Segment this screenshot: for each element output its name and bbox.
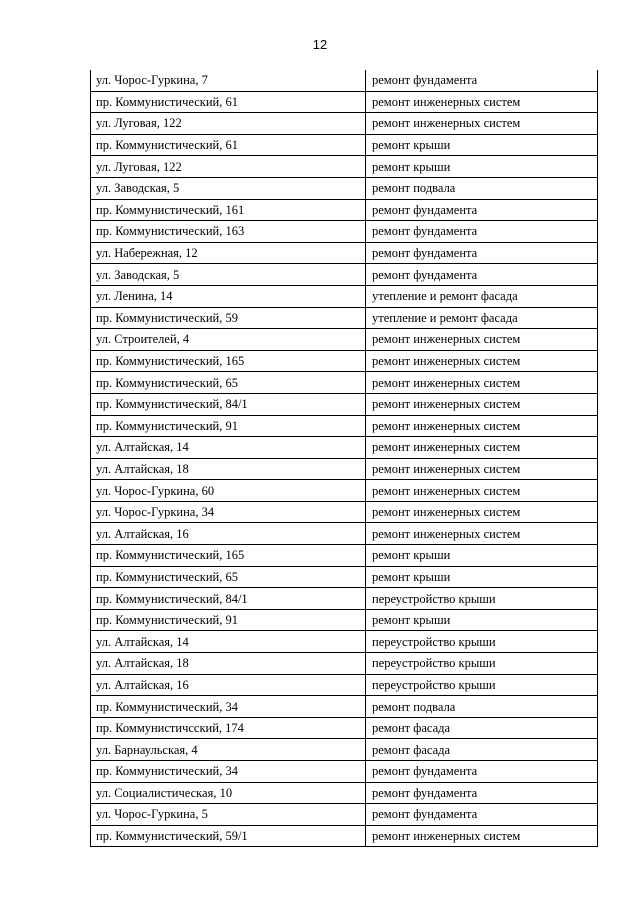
table-row bbox=[91, 113, 598, 135]
address-cell: пр. Коммунистический, 34 bbox=[91, 761, 366, 783]
work-type-cell: ремонт фасада bbox=[366, 717, 598, 739]
work-type-cell: ремонт инженерных систем bbox=[366, 329, 598, 351]
address-cell: ул. Чорос-Гуркина, 34 bbox=[91, 501, 366, 523]
address-cell: ул. Ленина, 14 bbox=[91, 285, 366, 307]
work-type-cell: ремонт фундамента bbox=[366, 242, 598, 264]
table-row bbox=[91, 264, 598, 286]
table-row bbox=[91, 199, 598, 221]
table-row bbox=[91, 177, 598, 199]
table-row bbox=[91, 221, 598, 243]
work-type-cell: ремонт фундамента bbox=[366, 264, 598, 286]
work-type-cell: ремонт крыши bbox=[366, 156, 598, 178]
table-row bbox=[91, 156, 598, 178]
work-type-cell: ремонт крыши bbox=[366, 134, 598, 156]
address-cell: ул. Алтайская, 14 bbox=[91, 631, 366, 653]
work-type-cell: ремонт инженерных систем bbox=[366, 480, 598, 502]
table-row bbox=[91, 696, 598, 718]
address-cell: ул. Барнаульская, 4 bbox=[91, 739, 366, 761]
address-cell: ул. Заводская, 5 bbox=[91, 264, 366, 286]
table-row bbox=[91, 372, 598, 394]
work-type-cell: ремонт фундамента bbox=[366, 221, 598, 243]
table-row bbox=[91, 91, 598, 113]
address-cell: пр. Коммунистический, 59/1 bbox=[91, 825, 366, 847]
address-cell: пр. Коммунистический, 84/1 bbox=[91, 588, 366, 610]
table-row bbox=[91, 523, 598, 545]
table-row bbox=[91, 70, 598, 91]
work-type-cell: переустройство крыши bbox=[366, 674, 598, 696]
address-cell: ул. Заводская, 5 bbox=[91, 177, 366, 199]
table-row bbox=[91, 717, 598, 739]
table-row bbox=[91, 480, 598, 502]
address-cell: пр. Коммунистический, 61 bbox=[91, 91, 366, 113]
work-type-cell: утепление и ремонт фасада bbox=[366, 307, 598, 329]
table-row bbox=[91, 804, 598, 826]
work-type-cell: ремонт инженерных систем bbox=[366, 372, 598, 394]
address-cell: ул. Алтайская, 14 bbox=[91, 437, 366, 459]
work-type-cell: ремонт инженерных систем bbox=[366, 91, 598, 113]
table-row bbox=[91, 761, 598, 783]
work-type-cell: ремонт инженерных систем bbox=[366, 825, 598, 847]
table-row bbox=[91, 134, 598, 156]
address-cell: ул. Луговая, 122 bbox=[91, 156, 366, 178]
work-type-cell: переустройство крыши bbox=[366, 653, 598, 675]
work-type-cell: ремонт крыши bbox=[366, 545, 598, 567]
table-row bbox=[91, 588, 598, 610]
work-type-cell: ремонт инженерных систем bbox=[366, 113, 598, 135]
work-type-cell: ремонт инженерных систем bbox=[366, 523, 598, 545]
work-type-cell: утепление и ремонт фасада bbox=[366, 285, 598, 307]
address-cell: пр. Коммунистический, 65 bbox=[91, 372, 366, 394]
address-cell: ул. Чорос-Гуркина, 7 bbox=[91, 70, 366, 91]
table-row bbox=[91, 739, 598, 761]
address-cell: ул. Алтайская, 18 bbox=[91, 458, 366, 480]
table-row bbox=[91, 631, 598, 653]
work-type-cell: ремонт инженерных систем bbox=[366, 415, 598, 437]
work-type-cell: ремонт фундамента bbox=[366, 782, 598, 804]
table-row bbox=[91, 437, 598, 459]
work-type-cell: ремонт инженерных систем bbox=[366, 437, 598, 459]
table-row bbox=[91, 825, 598, 847]
address-work-table bbox=[90, 70, 598, 847]
table-row bbox=[91, 458, 598, 480]
work-type-cell: ремонт инженерных систем bbox=[366, 393, 598, 415]
table-row bbox=[91, 782, 598, 804]
table-body bbox=[91, 70, 598, 847]
work-type-cell: ремонт инженерных систем bbox=[366, 350, 598, 372]
table-row bbox=[91, 350, 598, 372]
work-type-cell: ремонт фундамента bbox=[366, 761, 598, 783]
work-type-cell: ремонт инженерных систем bbox=[366, 458, 598, 480]
address-cell: пр. Коммунистический, 59 bbox=[91, 307, 366, 329]
address-cell: ул. Набережная, 12 bbox=[91, 242, 366, 264]
table-row bbox=[91, 329, 598, 351]
table-row bbox=[91, 415, 598, 437]
work-type-cell: ремонт фасада bbox=[366, 739, 598, 761]
page-number: 12 bbox=[312, 37, 328, 52]
address-cell: пр. Коммунистический, 65 bbox=[91, 566, 366, 588]
table-row bbox=[91, 609, 598, 631]
work-type-cell: переустройство крыши bbox=[366, 631, 598, 653]
work-type-cell: ремонт инженерных систем bbox=[366, 501, 598, 523]
address-cell: пр. Коммунистический, 161 bbox=[91, 199, 366, 221]
address-cell: ул. Луговая, 122 bbox=[91, 113, 366, 135]
work-type-cell: ремонт фундамента bbox=[366, 804, 598, 826]
address-cell: пр. Коммунистический, 34 bbox=[91, 696, 366, 718]
address-cell: пр. Коммунистический, 165 bbox=[91, 350, 366, 372]
address-cell: ул. Строителей, 4 bbox=[91, 329, 366, 351]
work-type-cell: ремонт подвала bbox=[366, 696, 598, 718]
table-row bbox=[91, 674, 598, 696]
address-cell: пр. Коммунистический, 91 bbox=[91, 415, 366, 437]
table-row bbox=[91, 653, 598, 675]
address-cell: пр. Коммунистический, 163 bbox=[91, 221, 366, 243]
address-cell: ул. Алтайская, 16 bbox=[91, 523, 366, 545]
work-type-cell: ремонт фундамента bbox=[366, 70, 598, 91]
address-cell: пр. Коммунистический, 84/1 bbox=[91, 393, 366, 415]
address-cell: пр. Коммунистический, 61 bbox=[91, 134, 366, 156]
work-type-cell: ремонт крыши bbox=[366, 566, 598, 588]
address-cell: пр. Коммунистичсский, 174 bbox=[91, 717, 366, 739]
address-cell: пр. Коммунистический, 91 bbox=[91, 609, 366, 631]
address-cell: ул. Чорос-Гуркина, 5 bbox=[91, 804, 366, 826]
address-cell: ул. Чорос-Гуркина, 60 bbox=[91, 480, 366, 502]
work-type-cell: ремонт фундамента bbox=[366, 199, 598, 221]
table-row bbox=[91, 545, 598, 567]
table-row bbox=[91, 285, 598, 307]
table-row bbox=[91, 393, 598, 415]
address-cell: ул. Алтайская, 18 bbox=[91, 653, 366, 675]
address-cell: ул. Социалистическая, 10 bbox=[91, 782, 366, 804]
address-cell: ул. Алтайская, 16 bbox=[91, 674, 366, 696]
work-type-cell: ремонт подвала bbox=[366, 177, 598, 199]
table-row bbox=[91, 566, 598, 588]
address-cell: пр. Коммунистический, 165 bbox=[91, 545, 366, 567]
work-type-cell: переустройство крыши bbox=[366, 588, 598, 610]
table-row bbox=[91, 501, 598, 523]
table-row bbox=[91, 307, 598, 329]
work-type-cell: ремонт крыши bbox=[366, 609, 598, 631]
table-row bbox=[91, 242, 598, 264]
